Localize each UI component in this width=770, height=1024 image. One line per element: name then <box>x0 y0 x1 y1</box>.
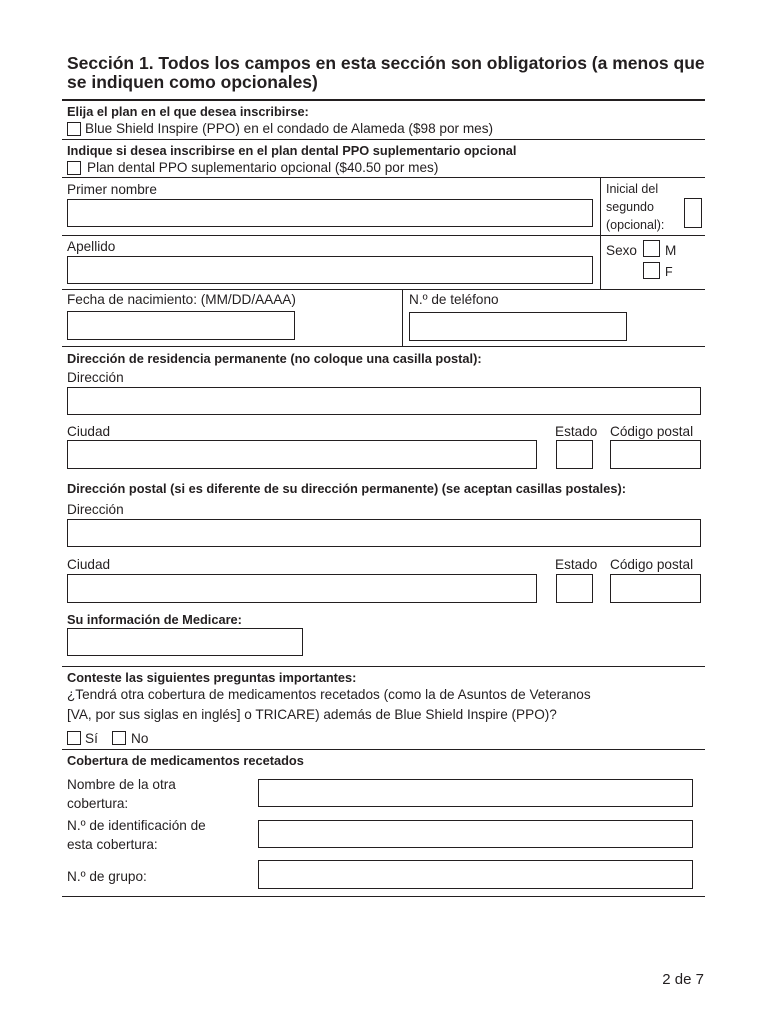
coverage-id-label-2: esta cobertura: <box>67 837 158 852</box>
page-number: 2 de 7 <box>662 971 704 988</box>
mailing-city-label: Ciudad <box>67 557 111 572</box>
yes-label: Sí <box>85 731 98 746</box>
no-label: No <box>131 731 149 746</box>
divider <box>62 289 705 290</box>
mailing-address-label: Dirección <box>67 502 124 517</box>
phone-label: N.º de teléfono <box>409 292 499 307</box>
other-coverage-label-1: Nombre de la otra <box>67 777 176 792</box>
divider <box>62 139 705 140</box>
section-title: Sección 1. Todos los campos en esta sección son obligatorios (a menos que se indiquen como opcionales) <box>67 53 705 92</box>
divider <box>62 346 705 347</box>
mailing-address-input[interactable] <box>67 519 701 547</box>
plan-option-label: Blue Shield Inspire (PPO) en el condado de Alameda ($98 por mes) <box>85 121 494 136</box>
residence-zip-input[interactable] <box>610 440 701 469</box>
other-coverage-label-2: cobertura: <box>67 796 129 811</box>
dental-checkbox[interactable] <box>67 161 81 175</box>
medicare-heading: Su información de Medicare: <box>67 612 242 627</box>
divider <box>62 749 705 750</box>
yes-checkbox[interactable] <box>67 731 81 745</box>
birth-date-input[interactable] <box>67 311 295 340</box>
divider <box>62 666 705 667</box>
mailing-state-input[interactable] <box>556 574 593 603</box>
group-number-label: N.º de grupo: <box>67 869 147 884</box>
mailing-zip-input[interactable] <box>610 574 701 603</box>
birth-date-label: Fecha de nacimiento: (MM/DD/AAAA) <box>67 292 296 307</box>
coverage-heading: Cobertura de medicamentos recetados <box>67 753 304 768</box>
mailing-state-label: Estado <box>555 557 598 572</box>
no-checkbox[interactable] <box>112 731 126 745</box>
middle-initial-label-3: (opcional): <box>606 218 665 232</box>
divider <box>62 177 705 178</box>
first-name-input[interactable] <box>67 199 593 227</box>
mailing-heading: Dirección postal (si es diferente de su dirección permanente) (se aceptan casillas postales): <box>67 481 626 496</box>
question-line-2: [VA, por sus siglas en inglés] o TRICARE) además de Blue Shield Inspire (PPO)? <box>67 707 557 722</box>
middle-initial-label-2: segundo <box>606 200 654 214</box>
dental-heading: Indique si desea inscribirse en el plan dental PPO suplementario opcional <box>67 143 517 158</box>
residence-address-label: Dirección <box>67 370 124 385</box>
last-name-input[interactable] <box>67 256 593 284</box>
divider <box>62 99 705 101</box>
last-name-label: Apellido <box>67 239 116 254</box>
residence-city-input[interactable] <box>67 440 537 469</box>
column-divider <box>600 177 601 289</box>
sex-f-label: F <box>665 265 673 279</box>
dental-option-label: Plan dental PPO suplementario opcional ($40.50 por mes) <box>87 160 439 175</box>
phone-input[interactable] <box>409 312 627 341</box>
coverage-id-input[interactable] <box>258 820 693 848</box>
divider <box>62 235 705 236</box>
questions-heading: Conteste las siguientes preguntas importantes: <box>67 670 357 685</box>
group-number-input[interactable] <box>258 860 693 889</box>
question-line-1: ¿Tendrá otra cobertura de medicamentos recetados (como la de Asuntos de Veteranos <box>67 687 591 702</box>
middle-initial-input[interactable] <box>684 198 702 228</box>
sex-m-label: M <box>665 243 677 258</box>
plan-heading: Elija el plan en el que desea inscribirse: <box>67 104 309 119</box>
residence-zip-label: Código postal <box>610 424 694 439</box>
sex-label: Sexo <box>606 243 637 258</box>
divider <box>62 896 705 897</box>
first-name-label: Primer nombre <box>67 182 157 197</box>
residence-city-label: Ciudad <box>67 424 111 439</box>
medicare-input[interactable] <box>67 628 303 656</box>
sex-m-checkbox[interactable] <box>643 240 660 257</box>
residence-state-input[interactable] <box>556 440 593 469</box>
residence-heading: Dirección de residencia permanente (no coloque una casilla postal): <box>67 351 482 366</box>
coverage-id-label-1: N.º de identificación de <box>67 818 206 833</box>
other-coverage-input[interactable] <box>258 779 693 807</box>
mailing-city-input[interactable] <box>67 574 537 603</box>
middle-initial-label-1: Inicial del <box>606 182 659 196</box>
column-divider <box>402 289 403 346</box>
residence-state-label: Estado <box>555 424 598 439</box>
plan-checkbox[interactable] <box>67 122 81 136</box>
sex-f-checkbox[interactable] <box>643 262 660 279</box>
mailing-zip-label: Código postal <box>610 557 694 572</box>
residence-address-input[interactable] <box>67 387 701 415</box>
